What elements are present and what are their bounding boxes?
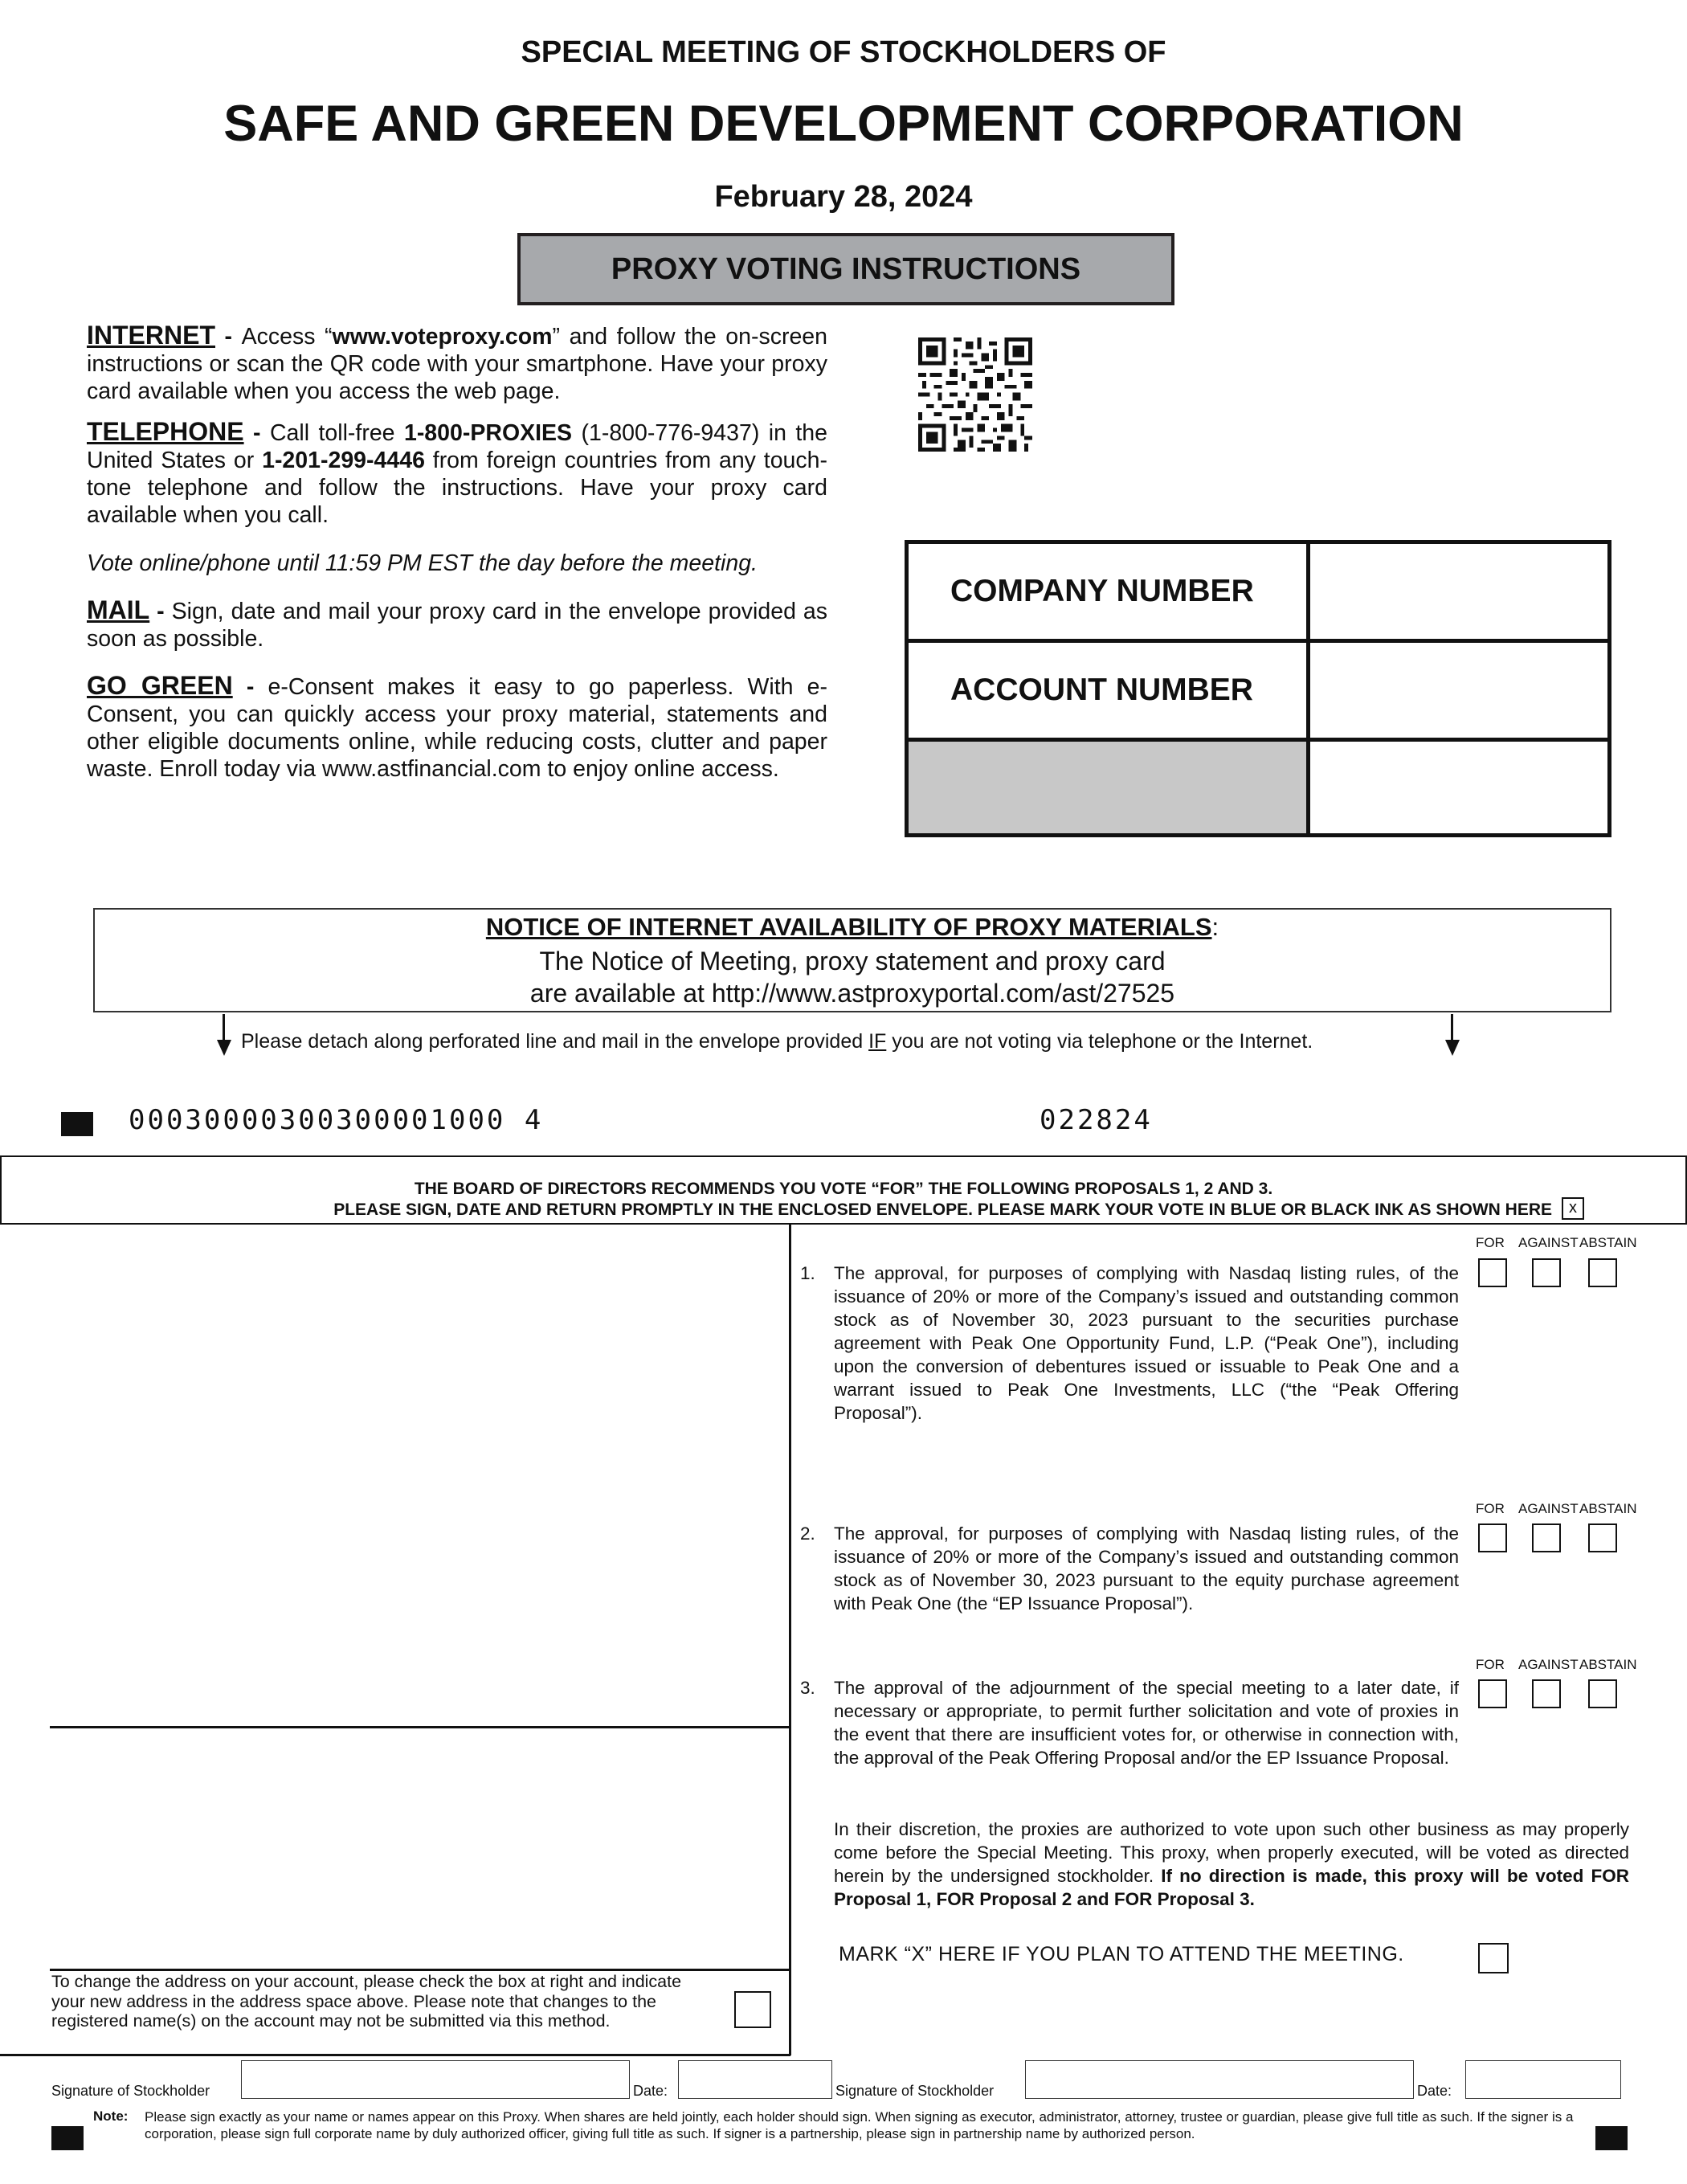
company-number-row — [909, 544, 1607, 643]
foreign-number: 1-201-299-4446 — [262, 448, 425, 473]
signature-label-2: Signature of Stockholder — [835, 2083, 995, 2099]
for-header: FOR — [1476, 1657, 1505, 1672]
proposal-1-for-checkbox[interactable] — [1478, 1258, 1507, 1287]
internet-availability-notice — [93, 908, 1611, 1012]
detach-text-b: you are not voting via telephone or the Internet. — [886, 1030, 1313, 1053]
proxy-voting-instructions-banner: PROXY VOTING INSTRUCTIONS — [517, 233, 1174, 305]
go-green-sep: - — [232, 674, 268, 700]
proposal-1 — [800, 1262, 1459, 1425]
internet-text-a: Access “ — [241, 324, 333, 350]
proposal-2-abstain-checkbox[interactable] — [1588, 1523, 1617, 1552]
detach-text-a: Please detach along perforated line and mail in the envelope provided — [241, 1030, 869, 1053]
telephone-sep: - — [243, 420, 270, 446]
proposal-3-for-checkbox[interactable] — [1478, 1679, 1507, 1708]
internet-label: INTERNET — [87, 321, 215, 350]
abstain-header: ABSTAIN — [1579, 1657, 1637, 1672]
signature-field-1[interactable] — [241, 2060, 630, 2099]
telephone-instruction — [87, 418, 827, 529]
address-area-divider — [50, 1726, 790, 1728]
proposal-3-against-checkbox[interactable] — [1532, 1679, 1561, 1708]
go-green-label: GO GREEN — [87, 671, 233, 700]
notice-colon: : — [1211, 913, 1219, 941]
sign-and-return-instruction: PLEASE SIGN, DATE AND RETURN PROMPTLY IN THE ENCLOSED ENVELOPE. PLEASE MARK YOUR VOTE IN BLUE OR BLACK INK AS SHOWN HERE — [333, 1200, 1552, 1219]
notice-line-1: The Notice of Meeting, proxy statement and proxy card — [539, 947, 1166, 975]
internet-sep: - — [215, 324, 242, 350]
proposal-2-against-checkbox[interactable] — [1532, 1523, 1561, 1552]
account-number-field — [1310, 643, 1607, 738]
company-number-field — [1310, 544, 1607, 639]
arrow-down-icon — [1445, 1040, 1460, 1056]
proposal-1-against-checkbox[interactable] — [1532, 1258, 1561, 1287]
proposal-2-text: The approval, for purposes of complying with Nasdaq listing rules, of the issuance of 20% or more of the Company’s issued and outstanding common stock as of November 30, 2023 pursuant to the equity purchase agreement with Peak One (the “EP Issuance Proposal”). — [834, 1523, 1459, 1613]
tollfree-number: 1-800-PROXIES — [403, 420, 573, 446]
meeting-heading: SPECIAL MEETING OF STOCKHOLDERS OF — [521, 35, 1166, 69]
internet-instruction — [87, 321, 827, 405]
abstain-header: ABSTAIN — [1579, 1235, 1637, 1250]
attend-meeting-checkbox[interactable] — [1478, 1943, 1509, 1973]
company-name: SAFE AND GREEN DEVELOPMENT CORPORATION — [223, 96, 1464, 152]
detach-if: IF — [868, 1030, 887, 1053]
proposal-1-text: The approval, for purposes of complying with Nasdaq listing rules, of the issuance of 20% or more of the Company’s issued and outstanding common stock as of November 30, 2023 pursuant to the securities purchase agreement with Peak One Opportunity Fund, L.P. (“Peak One”), including upon the conversion of debentures issued or issuable to Peak One and a warrant issued to Peak One Investments, LLC (“the “Peak Offering Proposal”). — [834, 1263, 1459, 1423]
proposal-2 — [800, 1522, 1459, 1615]
proposal-3-number: 3. — [800, 1678, 815, 1698]
ocr-date-code: 022824 — [1040, 1104, 1153, 1136]
date-field-2[interactable] — [1465, 2060, 1621, 2099]
detach-arrow-right-shaft — [1451, 1014, 1453, 1041]
ocr-account-code: 00030000300300001000 4 — [129, 1104, 544, 1136]
address-change-divider — [50, 1969, 790, 1971]
proposal-1-abstain-checkbox[interactable] — [1588, 1258, 1617, 1287]
discretion-bold-text: If no direction is made, this proxy will be voted FOR Proposal 1, FOR Proposal 2 and FOR Proposal 3. — [834, 1866, 1629, 1909]
address-change-instruction: To change the address on your account, please check the box at right and indicate your new address in the address space above. Please note that changes to the registered name(s) on the account may not be submitted via this method. — [51, 1972, 682, 2031]
registration-mark — [51, 2126, 84, 2150]
against-header: AGAINST — [1518, 1235, 1579, 1250]
meeting-date: February 28, 2024 — [714, 180, 973, 214]
detach-arrow-left-shaft — [223, 1014, 225, 1041]
company-number-label: COMPANY NUMBER — [909, 544, 1310, 639]
proposal-3-text: The approval of the adjournment of the special meeting to a later date, if necessary or appropriate, to permit further solicitation and vote of proxies in the event that there are insufficient votes for, or otherwise in connection with, the approval of the Peak Offering Proposal and/or the EP Issuance Proposal. — [834, 1678, 1459, 1768]
date-label-2: Date: — [1417, 2083, 1452, 2099]
board-recommendation: THE BOARD OF DIRECTORS RECOMMENDS YOU VOTE “FOR” THE FOLLOWING PROPOSALS 1, 2 AND 3. — [414, 1180, 1273, 1198]
mail-sep: - — [149, 599, 172, 624]
discretion-text: In their discretion, the proxies are authorized to vote upon such other business as may properly come before the Special Meeting. This proxy, when properly executed, will be voted as directed herein by the undersigned stockholder. — [834, 1819, 1629, 1886]
account-number-row — [909, 643, 1607, 742]
address-change-checkbox[interactable] — [734, 1991, 771, 2028]
notice-title: NOTICE OF INTERNET AVAILABILITY OF PROXY MATERIALS — [485, 913, 1212, 941]
for-header: FOR — [1476, 1235, 1505, 1250]
date-label-1: Date: — [633, 2083, 668, 2099]
registration-mark — [61, 1112, 93, 1136]
proposal-3 — [800, 1676, 1459, 1769]
proposal-2-number: 2. — [800, 1523, 815, 1544]
mail-instruction — [87, 596, 827, 652]
column-divider — [789, 1225, 791, 2055]
registration-mark — [1595, 2126, 1628, 2150]
voteproxy-link[interactable]: www.voteproxy.com — [332, 324, 553, 350]
proposal-3-abstain-checkbox[interactable] — [1588, 1679, 1617, 1708]
detach-instruction — [241, 1030, 1446, 1053]
example-mark-box: x — [1562, 1197, 1584, 1220]
go-green-instruction — [87, 672, 827, 783]
date-field-1[interactable] — [678, 2060, 832, 2099]
note-text: Please sign exactly as your name or names appear on this Proxy. When shares are held jointly, each holder should sign. When signing as executor, administrator, attorney, trustee or guardian, please give full title as such. If the signer is a corporation, please sign full corporate name by duly authorized officer, giving full title as such. If signer is a partnership, please sign in partnership name by authorized person. — [145, 2109, 1574, 2141]
against-header: AGAINST — [1518, 1501, 1579, 1516]
note-label: Note: — [93, 2108, 129, 2124]
notice-title-line — [95, 913, 1610, 942]
abstain-header: ABSTAIN — [1579, 1501, 1637, 1516]
mail-text: Sign, date and mail your proxy card in the envelope provided as soon as possible. — [87, 599, 828, 652]
blank-number-field — [1310, 742, 1607, 833]
vote-deadline: Vote online/phone until 11:59 PM EST the day before the meeting. — [87, 550, 758, 576]
for-header: FOR — [1476, 1501, 1505, 1516]
internet-text-b: ” and follow the on-screen instructions or scan the QR code with your smartphone. Have your proxy card available when you access the web page. — [87, 324, 828, 404]
address-window — [50, 1225, 789, 1726]
shaded-cell — [909, 742, 1310, 833]
discretion-paragraph — [834, 1818, 1629, 1911]
board-recommendation-box — [0, 1155, 1687, 1225]
signature-field-2[interactable] — [1025, 2060, 1414, 2099]
proposal-2-for-checkbox[interactable] — [1478, 1523, 1507, 1552]
telephone-label: TELEPHONE — [87, 417, 244, 446]
account-number-box — [905, 540, 1611, 837]
shaded-row — [909, 742, 1607, 833]
telephone-text-b: (1-800-776-9437) in the United States or — [87, 420, 827, 473]
notice-line-2: are available at http://www.astproxyportal.com/ast/27525 — [529, 979, 1175, 1008]
attend-meeting-label: MARK “X” HERE IF YOU PLAN TO ATTEND THE MEETING. — [839, 1943, 1404, 1965]
signature-label-1: Signature of Stockholder — [51, 2083, 210, 2099]
account-number-label: ACCOUNT NUMBER — [909, 643, 1310, 738]
mail-label: MAIL — [87, 595, 150, 624]
proposal-1-number: 1. — [800, 1263, 815, 1283]
go-green-text: e-Consent makes it easy to go paperless. With e-Consent, you can quickly access your proxy material, statements and other eligible documents online, while reducing costs, clutter and paper waste. Enroll today via www.astfinancial.com to enjoy online access. — [87, 674, 827, 782]
against-header: AGAINST — [1518, 1657, 1579, 1672]
telephone-text-c: from foreign countries from any touch-tone telephone and follow the instructions. Have your proxy card available when you call. — [87, 448, 827, 528]
address-change-bottom — [0, 2054, 790, 2056]
qr-code-icon — [916, 337, 1035, 452]
telephone-text-a: Call toll-free — [269, 420, 404, 446]
arrow-down-icon — [217, 1040, 231, 1056]
